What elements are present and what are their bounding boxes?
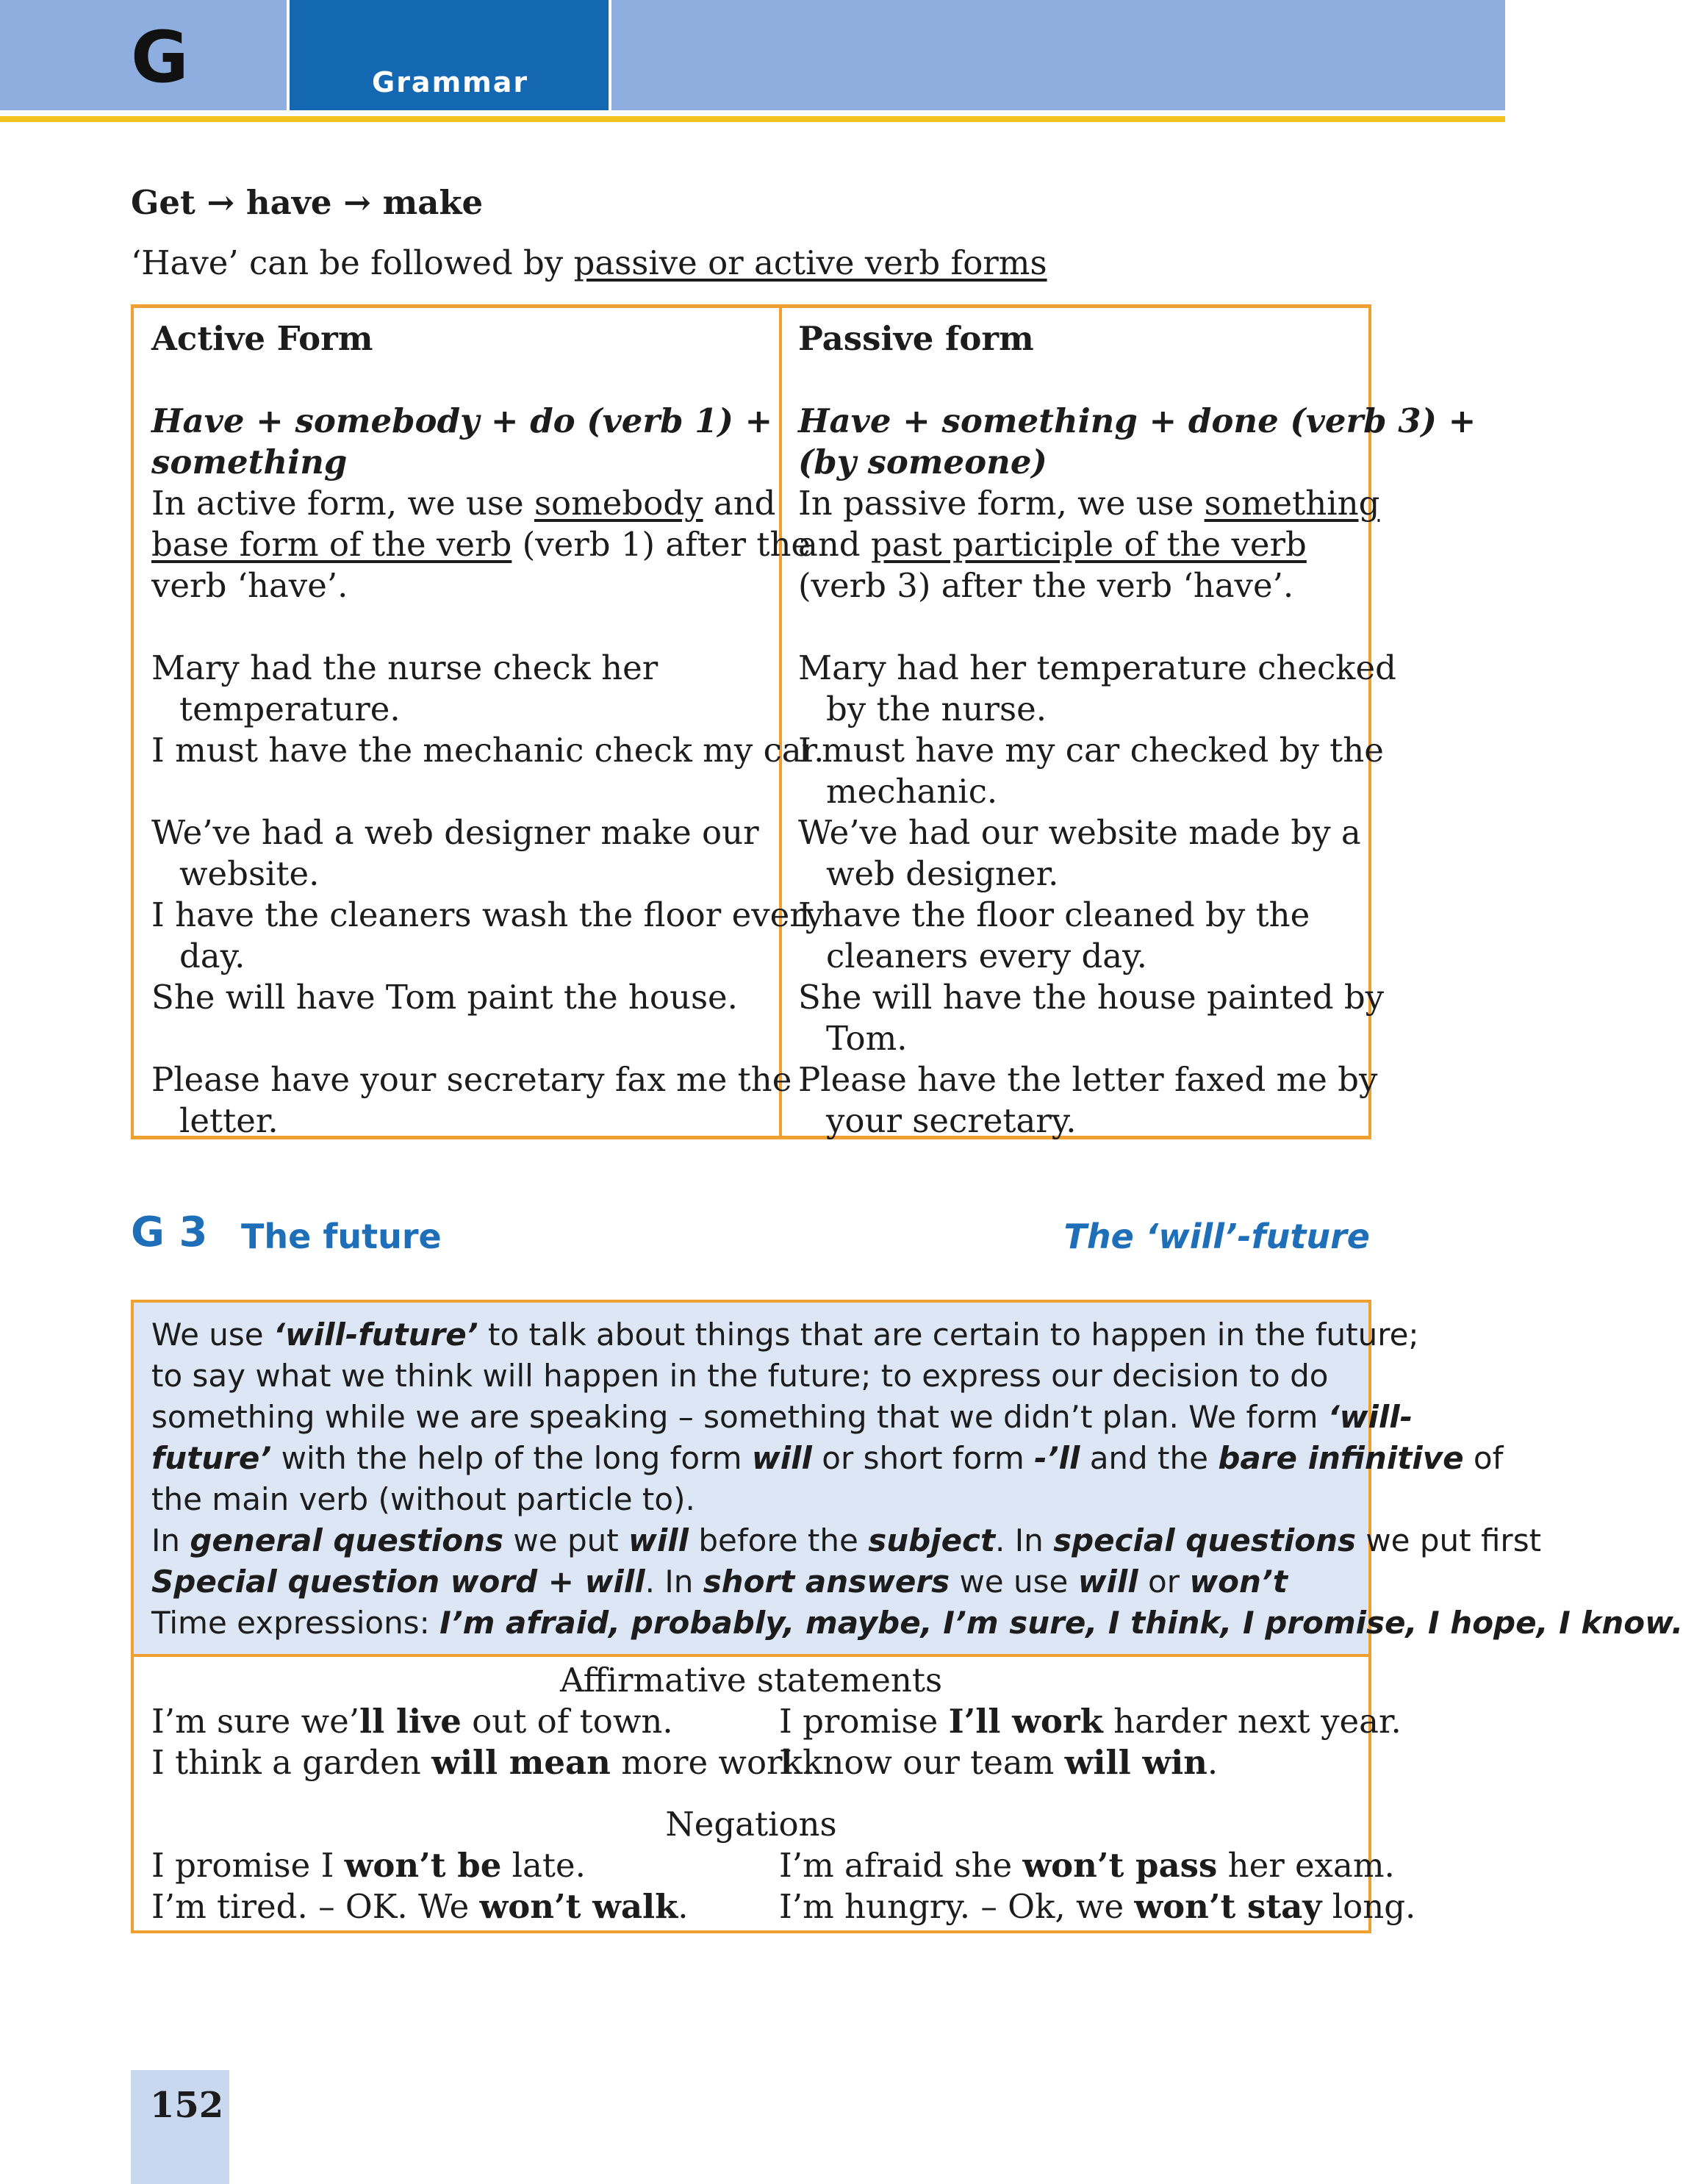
intro-underlined: passive or active verb forms [573, 243, 1047, 282]
passive-example: She will have the house painted by [798, 978, 1385, 1017]
affirmative-example: I’m sure we’ll live out of town. [151, 1702, 673, 1741]
active-example: day. [179, 937, 245, 975]
affirmative-heading: Affirmative statements [559, 1661, 943, 1700]
passive-example: Please have the letter faxed me by [798, 1060, 1378, 1099]
grammar-tab [290, 0, 609, 110]
page-number-box [131, 2070, 229, 2184]
passive-desc: and past participle of the verb [798, 525, 1307, 564]
active-formula: Have + somebody + do (verb 1) + [151, 401, 773, 440]
passive-example: mechanic. [826, 772, 998, 811]
active-column [151, 318, 824, 1142]
passive-example: web designer. [826, 854, 1059, 893]
passive-formula: Have + something + done (verb 3) + [798, 401, 1476, 440]
active-example: She will have Tom paint the house. [151, 978, 738, 1017]
passive-title: Passive form [798, 319, 1034, 358]
negation-example: I’m afraid she won’t pass her exam. [779, 1846, 1395, 1885]
grammar-tab-label: Grammar [372, 66, 529, 99]
passive-example: Tom. [826, 1019, 908, 1058]
negation-example: I promise I won’t be late. [151, 1846, 586, 1885]
header-gap [0, 110, 1505, 116]
active-passive-table [131, 304, 1476, 1140]
section-number: G 3 [131, 1209, 208, 1256]
passive-desc: (verb 3) after the verb ‘have’. [798, 566, 1294, 605]
get-have-make-heading: Get → have → make [131, 183, 484, 222]
active-desc: In active form, we use somebody and [151, 484, 776, 523]
passive-example: I have the floor cleaned by the [798, 895, 1310, 934]
active-example: Please have your secretary fax me the [151, 1060, 792, 1099]
section-subtitle: The ‘will’-future [1063, 1217, 1370, 1256]
explanation-text: We use ‘will-future’ to talk about things that are certain to happen in the future; to say what we think will happen in the future; to express our decision to do something while we are speaking – something that we didn’t plan. We form ‘will- future’ with the help of the long form will or short form -’ll and the bare infinitive of the main verb (without particle to). In general questions we put will before the subject. In special questions we put first Special question word + will. In short answers we use will or won’t Time expressions: I’m afraid, probably, maybe, I’m sure, I think, I promise, I hope, I know. [151, 1317, 1683, 1641]
passive-desc: In passive form, we use something [798, 484, 1380, 523]
section-letter-box [0, 0, 287, 110]
intro-line [131, 243, 1047, 284]
panel-divider [134, 1654, 1368, 1657]
page-number: 152 [150, 2085, 224, 2126]
passive-example: I must have my car checked by the [798, 731, 1384, 770]
passive-example: by the nurse. [826, 690, 1047, 728]
explanation-panel [134, 1303, 1683, 1654]
active-title: Active Form [151, 319, 373, 358]
section-letter: G [131, 16, 189, 99]
negation-example: I’m hungry. – Ok, we won’t stay long. [779, 1887, 1416, 1926]
affirmative-example: I promise I’ll work harder next year. [779, 1702, 1402, 1741]
active-example: I have the cleaners wash the floor every [151, 895, 825, 934]
header-divider [609, 0, 611, 110]
negation-example: I’m tired. – OK. We won’t walk. [151, 1887, 689, 1926]
passive-column [798, 318, 1476, 1142]
affirmative-example: I know our team will win. [779, 1743, 1219, 1782]
active-example: letter. [179, 1101, 279, 1140]
section-title: The future [241, 1217, 442, 1256]
active-example: temperature. [179, 690, 401, 728]
header-rule [0, 116, 1505, 122]
active-example: We’ve had a web designer make our [151, 813, 759, 852]
active-example: Mary had the nurse check her [151, 648, 659, 687]
passive-example: your secretary. [826, 1101, 1077, 1140]
will-future-box [131, 1300, 1683, 1933]
active-desc: verb ‘have’. [151, 566, 348, 605]
negations-heading: Negations [665, 1805, 837, 1844]
active-formula-cont: something [151, 443, 348, 481]
active-example: I must have the mechanic check my car. [151, 731, 825, 770]
page-header [0, 0, 1505, 110]
affirmative-example: I think a garden will mean more work. [151, 1743, 814, 1782]
passive-example: We’ve had our website made by a [798, 813, 1361, 852]
active-desc: base form of the verb (verb 1) after the [151, 525, 811, 564]
intro-text: ‘Have’ can be followed by [131, 243, 574, 282]
active-example: website. [179, 854, 320, 893]
passive-example: cleaners every day. [826, 937, 1147, 975]
passive-example: Mary had her temperature checked [798, 648, 1396, 687]
passive-formula-cont: (by someone) [798, 443, 1047, 481]
